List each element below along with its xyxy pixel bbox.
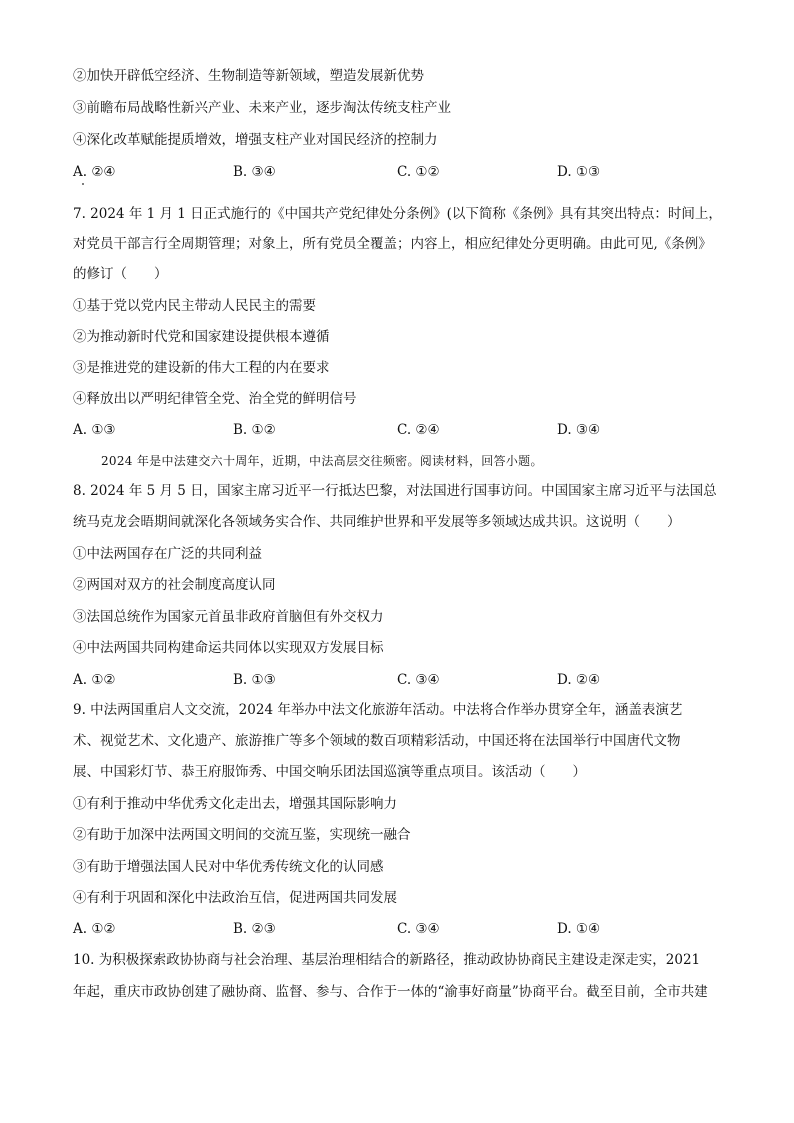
q8-statement-1: ①中法两国存在广泛的共同利益 (73, 546, 262, 562)
q8-stem-line-1: 8. 2024 年 5 月 5 日，国家主席习近平一行抵达巴黎，对法国进行国事访问。中国国家主席习近平与法国总 (73, 483, 717, 499)
q8-statement-2: ②两国对双方的社会制度高度认同 (73, 577, 276, 593)
q7-statement-2: ②为推动新时代党和国家建设提供根本遵循 (73, 329, 330, 345)
q6-statement-3: ③前瞻布局战略性新兴产业、未来产业，逐步淘汰传统支柱产业 (73, 100, 451, 116)
q6-option-a: A. ②④ (73, 164, 116, 180)
q8-statement-3: ③法国总统作为国家元首虽非政府首脑但有外交权力 (73, 609, 384, 625)
q7-statement-1: ①基于党以党内民主带动人民民主的需要 (73, 298, 316, 314)
q6-statement-4: ④深化改革赋能提质增效，增强支柱产业对国民经济的控制力 (73, 132, 438, 148)
q6-option-c: C. ①② (397, 164, 440, 180)
q10-stem-line-2: 年起，重庆市政协创建了融协商、监督、参与、合作于一体的“渝事好商量”协商平台。截至目前，全市共建 (73, 984, 708, 1000)
q7-statement-4: ④释放出以严明纪律管全党、治全党的鲜明信号 (73, 391, 357, 407)
q9-option-c: C. ③④ (397, 921, 440, 937)
q6-option-d: D. ①③ (557, 164, 601, 180)
q7-option-a: A. ①③ (73, 422, 116, 438)
q9-statement-2: ②有助于加深中法两国文明间的交流互鉴，实现统一融合 (73, 827, 411, 843)
stray-mark (82, 183, 84, 185)
q8-option-d: D. ②④ (557, 672, 601, 688)
q8-option-c: C. ③④ (397, 672, 440, 688)
q8-option-b: B. ①③ (233, 672, 276, 688)
q8-option-a: A. ①② (73, 672, 116, 688)
q10-stem-line-1: 10. 为积极探索政协协商与社会治理、基层治理相结合的新路径，推动政协协商民主建设走深走实，2021 (73, 952, 701, 968)
q8-statement-4: ④中法两国共同构建命运共同体以实现双方发展目标 (73, 640, 384, 656)
q9-statement-1: ①有利于推动中华优秀文化走出去，增强其国际影响力 (73, 796, 397, 812)
q6-statement-2: ②加快开辟低空经济、生物制造等新领域，塑造发展新优势 (73, 68, 424, 84)
material-note: 2024 年是中法建交六十周年，近期，中法高层交往频密。阅读材料，回答小题。 (101, 454, 543, 468)
q7-stem-line-2: 对党员干部言行全周期管理；对象上，所有党员全覆盖；内容上，相应纪律处分更明确。由此可见,《条例》 (73, 236, 712, 252)
q9-stem-line-3: 展、中国彩灯节、恭王府服饰秀、中国交响乐团法国巡演等重点项目。该活动（ ） (73, 764, 586, 780)
q7-option-c: C. ②④ (397, 422, 440, 438)
q7-option-b: B. ①② (233, 422, 276, 438)
q9-statement-3: ③有助于增强法国人民对中华优秀传统文化的认同感 (73, 859, 384, 875)
q7-statement-3: ③是推进党的建设新的伟大工程的内在要求 (73, 360, 330, 376)
q7-option-d: D. ③④ (557, 422, 601, 438)
q8-stem-line-2: 统马克龙会晤期间就深化各领域务实合作、共同维护世界和平发展等多领域达成共识。这说明（ ） (73, 514, 681, 530)
q9-option-d: D. ①④ (557, 921, 601, 937)
q6-option-b: B. ③④ (233, 164, 276, 180)
q7-stem-line-3: 的修订（ ） (73, 266, 168, 282)
q7-stem-line-1: 7. 2024 年 1 月 1 日正式施行的《中国共产党纪律处分条例》(以下简称《条例》具有其突出特点：时间上， (73, 206, 722, 222)
q9-statement-4: ④有利于巩固和深化中法政治互信，促进两国共同发展 (73, 890, 397, 906)
q9-stem-line-2: 术、视觉艺术、文化遗产、旅游推广等多个领域的数百项精彩活动，中国还将在法国举行中国唐代文物 (73, 733, 681, 749)
q9-option-b: B. ②③ (233, 921, 276, 937)
q9-option-a: A. ①② (73, 921, 116, 937)
q9-stem-line-1: 9. 中法两国重启人文交流，2024 年举办中法文化旅游年活动。中法将合作举办贯穿全年，涵盖表演艺 (73, 702, 683, 718)
